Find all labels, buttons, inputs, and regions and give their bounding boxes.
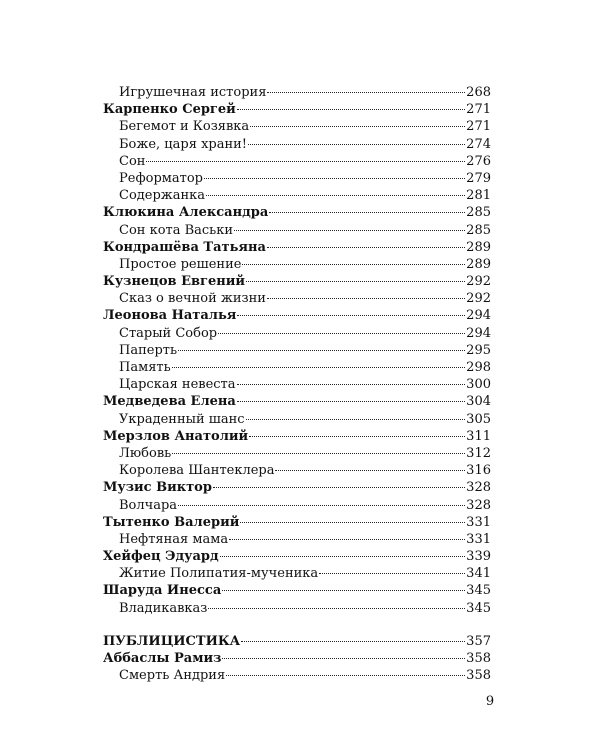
dot-leader	[246, 418, 466, 420]
page-ref: 271	[466, 119, 491, 135]
toc-entry-work	[103, 118, 491, 135]
page-ref: 279	[466, 170, 491, 186]
dot-leader	[267, 246, 465, 248]
author-title: Кузнецов Евгений	[103, 274, 246, 290]
toc-entry-section	[103, 633, 491, 650]
author-title: Леонова Наталья	[103, 308, 237, 324]
toc-entry-author	[103, 101, 491, 118]
dot-leader	[229, 538, 465, 540]
dot-leader	[222, 657, 465, 659]
page-ref: 276	[466, 153, 491, 169]
work-title: Бегемот и Козявка	[119, 119, 250, 135]
toc-entry-work	[103, 342, 491, 359]
dot-leader	[146, 160, 465, 162]
dot-leader	[250, 125, 465, 127]
toc-entry-author	[103, 204, 491, 221]
dot-leader	[242, 263, 465, 265]
toc-entry-work	[103, 187, 491, 204]
work-title: Смерть Андрия	[119, 668, 226, 684]
dot-leader	[267, 297, 465, 299]
toc-entry-work	[103, 497, 491, 514]
page-ref: 285	[466, 205, 491, 221]
page-ref: 281	[466, 188, 491, 204]
dot-leader	[237, 383, 466, 385]
work-title: Паперть	[119, 342, 178, 358]
page-ref: 298	[466, 360, 491, 375]
dot-leader	[208, 607, 465, 609]
toc-entry-author	[103, 514, 491, 531]
dot-leader	[240, 521, 465, 523]
dot-leader	[249, 435, 465, 437]
page-ref: 274	[466, 136, 491, 152]
author-title: Хейфец Эдуард	[103, 549, 219, 565]
page-ref: 358	[466, 668, 491, 684]
toc-entry-work	[103, 290, 491, 307]
dot-leader	[275, 469, 465, 471]
page-ref: 295	[466, 342, 491, 358]
page-ref: 331	[466, 531, 491, 547]
toc-entry-author	[103, 307, 491, 324]
author-title: Клюкина Александра	[103, 205, 269, 221]
toc-entry-author	[103, 239, 491, 256]
toc-entry-author	[103, 548, 491, 565]
page-ref: 294	[466, 308, 491, 324]
dot-leader	[234, 229, 465, 231]
toc-entry-work	[103, 84, 491, 101]
dot-leader	[218, 332, 465, 334]
page-ref: 316	[466, 463, 491, 479]
toc-entry-author	[103, 428, 491, 445]
work-title: Царская невеста	[119, 377, 236, 393]
toc-entry-work	[103, 153, 491, 170]
page-ref: 328	[466, 497, 491, 513]
toc-entry-work	[103, 445, 491, 462]
toc-entry-work	[103, 376, 491, 393]
work-title: Владикавказ	[119, 600, 208, 616]
dot-leader	[226, 674, 465, 676]
toc-entry-author	[103, 479, 491, 496]
author-title: Медведева Елена	[103, 394, 236, 410]
author-title: Кондрашёва Татьяна	[103, 239, 266, 255]
toc-entry-work	[103, 667, 491, 684]
toc-entry-work	[103, 170, 491, 187]
work-title: Королева Шантеклера	[119, 463, 275, 479]
dot-leader	[213, 486, 465, 488]
page-ref: 294	[466, 325, 491, 341]
work-title: Любовь	[119, 445, 172, 461]
author-title: Музис Виктор	[103, 480, 212, 496]
toc-entry-work	[103, 136, 491, 153]
toc-entry-author	[103, 582, 491, 599]
work-title: Сказ о вечной жизни	[119, 291, 266, 307]
dot-leader	[172, 452, 465, 454]
page-ref: 331	[466, 514, 491, 530]
toc-entry-work	[103, 325, 491, 342]
dot-leader	[178, 349, 465, 351]
toc-entry-author	[103, 650, 491, 667]
section-title: ПУБЛИЦИСТИКА	[103, 633, 241, 649]
dot-leader	[178, 504, 465, 506]
toc-entry-author	[103, 393, 491, 410]
page-ref: 285	[466, 222, 491, 238]
toc-entry-work	[103, 359, 491, 376]
page-ref: 305	[466, 411, 491, 427]
page-ref: 289	[466, 256, 491, 272]
page-ref: 292	[466, 274, 491, 290]
dot-leader	[237, 400, 465, 402]
work-title: Житие Полипатия-мученика	[119, 566, 319, 582]
author-title: Тытенко Валерий	[103, 514, 240, 530]
author-title: Аббаслы Рамиз	[103, 651, 222, 666]
page-ref: 312	[466, 445, 491, 461]
page-ref: 357	[466, 633, 491, 649]
work-title: Нефтяная мама	[119, 531, 229, 547]
page-ref: 358	[466, 651, 491, 666]
dot-leader	[269, 211, 465, 213]
page-number-text: 9	[485, 694, 495, 709]
page-ref: 345	[466, 600, 491, 616]
dot-leader	[206, 194, 465, 196]
page-ref: 304	[466, 394, 491, 410]
dot-leader	[246, 280, 465, 282]
page-ref: 345	[466, 583, 491, 599]
toc-entry-work	[103, 462, 491, 479]
toc-list-fiction	[103, 84, 491, 617]
toc-entry-author	[103, 273, 491, 290]
author-title: Карпенко Сергей	[103, 102, 236, 118]
toc-list-publicistics	[103, 633, 491, 685]
page-ref: 341	[466, 566, 491, 582]
table-of-contents	[103, 84, 491, 684]
work-title: Волчара	[119, 497, 178, 513]
page-ref: 311	[466, 428, 491, 444]
work-title: Игрушечная история	[119, 85, 267, 100]
dot-leader	[237, 314, 465, 316]
work-title: Реформатор	[119, 170, 203, 186]
dot-leader	[237, 108, 465, 110]
toc-entry-work	[103, 222, 491, 239]
page-ref: 292	[466, 291, 491, 307]
toc-entry-work	[103, 256, 491, 273]
page-number	[0, 694, 600, 709]
toc-entry-work	[103, 531, 491, 548]
page-ref: 271	[466, 102, 491, 118]
toc-entry-work	[103, 411, 491, 428]
work-title: Простое решение	[119, 256, 242, 272]
author-title: Мерзлов Анатолий	[103, 428, 249, 444]
toc-entry-work	[103, 600, 491, 617]
dot-leader	[222, 589, 465, 591]
dot-leader	[204, 177, 465, 179]
dot-leader	[319, 572, 465, 574]
page-ref: 289	[466, 239, 491, 255]
dot-leader	[241, 640, 465, 642]
page-ref: 328	[466, 480, 491, 496]
toc-entry-work	[103, 565, 491, 582]
work-title: Украденный шанс	[119, 411, 245, 427]
dot-leader	[248, 143, 465, 145]
dot-leader	[220, 555, 466, 557]
dot-leader	[267, 91, 465, 93]
work-title: Боже, царя храни!	[119, 136, 248, 152]
work-title: Сон кота Васьки	[119, 222, 234, 238]
section-gap	[103, 617, 491, 633]
page-ref: 300	[466, 377, 491, 393]
work-title: Сон	[119, 153, 146, 169]
dot-leader	[172, 366, 466, 368]
work-title: Старый Собор	[119, 325, 218, 341]
author-title: Шаруда Инесса	[103, 583, 222, 599]
page-ref: 268	[466, 85, 491, 100]
work-title: Содержанка	[119, 188, 206, 204]
work-title: Память	[119, 360, 171, 375]
page-ref: 339	[466, 549, 491, 565]
